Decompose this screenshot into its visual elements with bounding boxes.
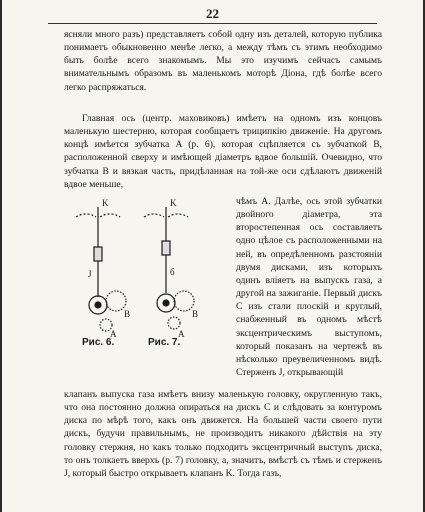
fig7-gear-a [168,317,180,329]
fig6-arc-right [100,214,120,217]
figure-7-drawing [144,207,194,329]
text-block-bottom [64,388,382,480]
fig7-disc-axle [163,300,169,306]
paragraph-2-right: чѣмъ A. Далѣе, ось этой зубчатки двойного діаметра, эта второстепенная ось составляетъ одно цѣлое съ расположенными на ней, въ опредѣленномъ разстояніи двумя дисками, изъ которыхъ одинъ вліяетъ на выпускъ газа, а другой на зажиганіе. Первый дискъ C изъ стали плоскій и круглый, снабженный въ одномъ мѣстѣ эксцентрическимъ выступомъ, который показанъ на чертежѣ въ нѣсколько преувеличенномъ видѣ. Стерженъ J, открывающій [236,196,382,379]
fig7-arc-left [144,214,164,217]
paragraph-1: ясняли много разъ) представляетъ собой одну изъ деталей, которую публика понимаетъ обыкновенно менѣе легко, а между тѣмъ съ этимъ необходимо быть болѣе всего знакомымъ. Мы это изучимъ сейчасъ самымъ внимательнымъ образомъ въ маленькомъ моторѣ Діона, гдѣ болѣе всего легко распряжаться. [64,29,382,93]
fig6-spring [94,247,102,261]
fig7-arc-right [168,214,188,217]
fig6-arc-left [76,214,96,217]
fig7-label-b: B [192,309,199,319]
header-rule [48,23,377,24]
fig7-label-k: K [170,198,177,208]
paragraph-2-bottom: клапанъ выпуска газа имѣетъ внизу маленькую головку, округленную такъ, что она постоянно должна опираться на дискъ C и слѣдовать за контуромъ диска по мѣрѣ того, какъ онъ движется. На большей части своего пути дискъ, будучи правильнымъ, не производитъ никакого дѣйствія на эту головку стержня, но какъ только подходитъ эксцентричный выступъ диска, то онъ толкаетъ вверхъ (р. 7) головку, а, значитъ, вмѣстѣ съ тѣмъ и стерженъ J, который быстро открываетъ клапанъ K. Тогда газъ, [64,389,382,479]
fig7-spring [162,241,170,255]
fig6-gear-b [106,291,126,311]
page-number: 22 [206,6,219,21]
fig6-label-k: K [102,198,109,208]
fig6-label-b: B [124,309,131,319]
text-block-wide [64,112,382,191]
figure-7-caption: Рис. 7. [148,337,181,348]
valve-diagram [66,197,226,347]
fig6-label-a: A [110,329,117,339]
figure-6-drawing [76,207,126,331]
fig6-disc-axle [95,302,101,308]
paragraph-2: Главная ось (центр. маховиковъ) имѣетъ на одномъ изъ концовъ маленькую шестерню, которая сообщаетъ триципкію движеніе. На другомъ концѣ имѣется зубчатка A (р. 6), которая сцѣпляется съ зубчаткой B, расположенной сверху и имѣющей діаметръ вдвое большій. Очевидно, что зубчатка B и вязкая часть, придѣланная на той-же оси сдѣлаютъ движеній вдвое меньше, [64,113,382,190]
text-block-right [236,195,382,379]
fig7-label-j: б [170,267,175,277]
figure-valve-mechanism [66,197,226,347]
fig6-label-j: J [88,269,92,279]
figure-6-caption: Рис. 6. [82,337,115,348]
fig7-gear-b [174,291,194,311]
figure-labels [88,198,198,339]
fig7-label-a: A [178,329,185,339]
text-block-top [64,28,382,94]
